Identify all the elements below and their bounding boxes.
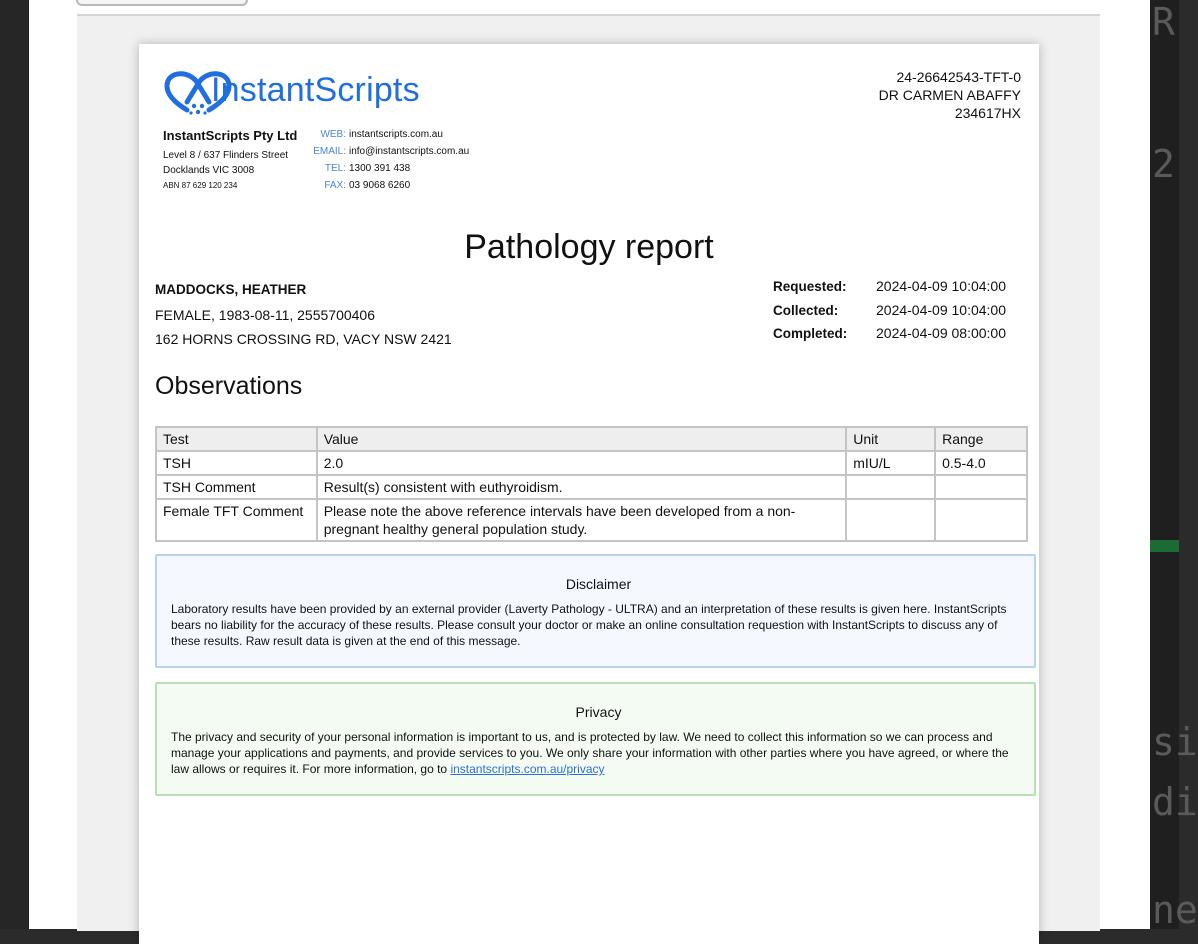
disclaimer-box: [155, 554, 1036, 668]
patient-details: [155, 278, 452, 352]
editor-highlight-bar: [1150, 540, 1179, 552]
cell-unit: [846, 499, 935, 541]
contact-web-value: instantscripts.com.au: [349, 129, 443, 140]
observations-table: [155, 426, 1028, 542]
disclaimer-heading: Disclaimer: [565, 576, 632, 592]
doctor-name: DR CARMEN ABAFFY: [878, 87, 1021, 103]
editor-text-fragment: 2: [1152, 142, 1175, 186]
date-requested: [773, 278, 1006, 302]
company-contacts: [299, 126, 469, 194]
report-id: 24-26642543-TFT-0: [896, 69, 1021, 85]
cell-test: Female TFT Comment: [156, 499, 317, 541]
contact-fax-value: 03 9068 6260: [349, 180, 411, 191]
brand-name: InstantScripts: [211, 71, 420, 109]
editor-text-fragment: di: [1152, 780, 1198, 824]
editor-text-fragment: ne: [1152, 888, 1198, 932]
table-row: [156, 475, 1027, 499]
contact-email-label: EMAIL:: [313, 146, 346, 157]
observations-heading: Observations: [155, 372, 303, 400]
patient-address: 162 HORNS CROSSING RD, VACY NSW 2421: [155, 331, 452, 347]
contact-fax: [299, 177, 469, 194]
cell-value: 2.0: [317, 451, 847, 475]
document-viewer: [29, 0, 1150, 929]
company-address-line2: Docklands VIC 3008: [163, 165, 255, 176]
privacy-link[interactable]: instantscripts.com.au/privacy: [450, 762, 605, 776]
column-header: Unit: [846, 427, 935, 451]
viewer-scroll-area[interactable]: [77, 14, 1100, 931]
contact-email: [299, 143, 469, 160]
table-row: [156, 499, 1027, 541]
company-details: [163, 128, 297, 193]
date-collected-label: Collected:: [773, 302, 839, 318]
report-reference: [879, 68, 1021, 122]
toolbar-button[interactable]: [76, 0, 248, 6]
page-title: Pathology report: [464, 228, 714, 266]
report-dates: [773, 278, 1006, 349]
cell-range: [935, 499, 1027, 541]
date-requested-label: Requested:: [773, 279, 847, 294]
cell-range: 0.5-4.0: [935, 451, 1027, 475]
table-header-row: [156, 427, 1027, 451]
date-collected-value: 2024-04-09 10:04:00: [876, 301, 1006, 318]
cell-unit: [846, 475, 935, 499]
provider-number: 234617HX: [954, 105, 1021, 121]
privacy-text: The privacy and security of your personal information is important to us, and is protected by law. We need to collect this information so we can process and manage your applications and payments, and provide services to you. We only share your information with other parties where you have agreed, or where the law allows or requires it. For more information, go to: [171, 730, 1009, 776]
viewer-toolbar: [29, 0, 1150, 14]
patient-demographics: FEMALE, 1983-08-11, 2555700406: [155, 306, 376, 323]
contact-web-label: WEB:: [320, 129, 346, 140]
editor-text-fragment: si: [1152, 720, 1198, 764]
company-name: InstantScripts Pty Ltd: [163, 128, 298, 143]
report-page: [139, 44, 1039, 944]
cell-test: TSH Comment: [156, 475, 317, 499]
contact-tel-label: TEL:: [324, 163, 346, 174]
contact-tel-value: 1300 391 438: [349, 163, 411, 174]
privacy-paragraph: [171, 729, 1026, 777]
company-abn: ABN 87 629 120 234: [163, 181, 238, 190]
column-header: Test: [156, 427, 317, 451]
contact-fax-label: FAX:: [324, 180, 346, 191]
editor-text-fragment: R: [1152, 0, 1175, 44]
date-requested-value: 2024-04-09 10:04:00: [876, 278, 1006, 294]
left-window-edge: [0, 0, 29, 929]
cell-value: Result(s) consistent with euthyroidism.: [317, 475, 847, 499]
background-editor-window: [1150, 0, 1198, 932]
cell-test: TSH: [156, 451, 317, 475]
privacy-box: [155, 682, 1036, 796]
cell-range: [935, 475, 1027, 499]
date-completed-value: 2024-04-09 08:00:00: [876, 325, 1006, 341]
company-address-line1: Level 8 / 637 Flinders Street: [163, 150, 289, 161]
disclaimer-text: Laboratory results have been provided by an external provider (Laverty Pathology - ULTRA) and an interpretation of these results is given here. InstantScripts bears no liability for the accuracy of these results. Please consult your doctor or make an online consultation requestion with InstantScripts to discuss any of these results. Raw result data is given at the end of this message.: [171, 602, 1007, 648]
privacy-heading: Privacy: [575, 704, 622, 720]
contact-web: [299, 126, 469, 143]
date-collected: [773, 302, 1006, 326]
contact-tel: [299, 160, 469, 177]
cell-unit: mIU/L: [846, 451, 935, 475]
date-completed-label: Completed:: [773, 326, 848, 341]
column-header: Range: [935, 427, 1027, 451]
patient-name: MADDOCKS, HEATHER: [155, 282, 307, 297]
cell-value: Please note the above reference intervals have been developed from a non-pregnant healthy general population study.: [317, 499, 847, 541]
date-completed: [773, 325, 1006, 349]
contact-email-value: info@instantscripts.com.au: [349, 146, 470, 157]
table-row: [156, 451, 1027, 475]
column-header: Value: [317, 427, 847, 451]
